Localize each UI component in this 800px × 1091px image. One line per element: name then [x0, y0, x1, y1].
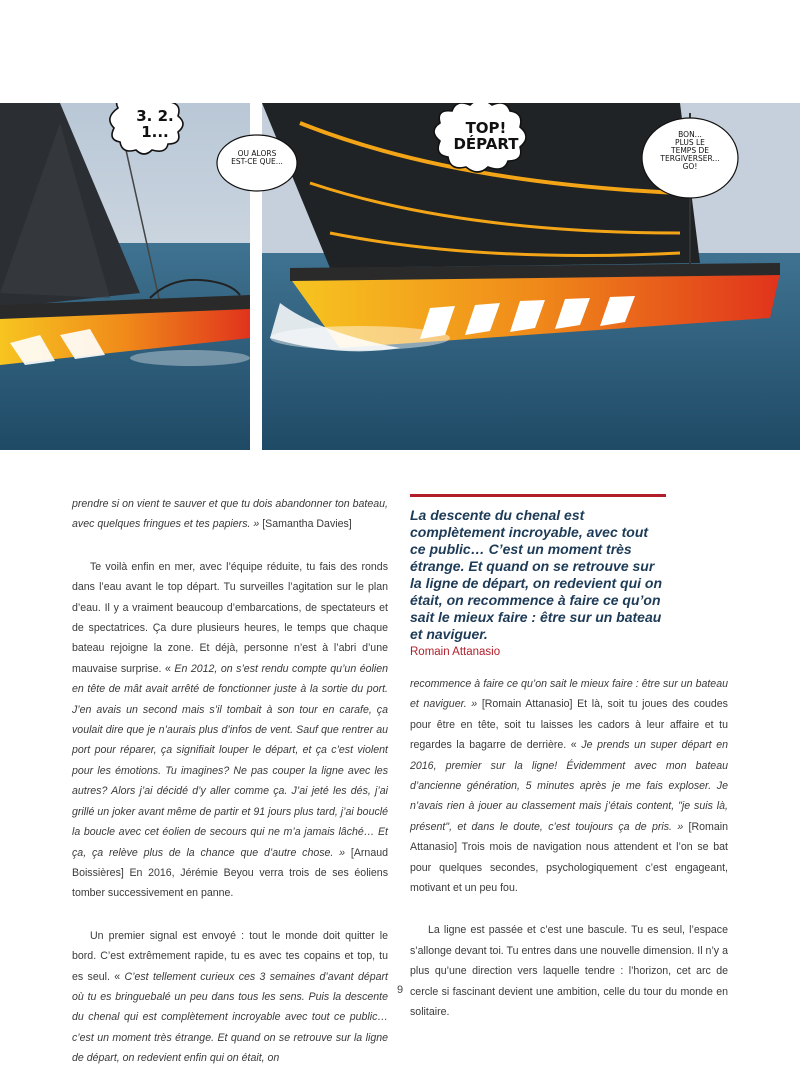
right-paragraph-2	[410, 920, 728, 1022]
text-run: recommence à faire ce qu’on sait le mieux faire : être sur un bateau et naviguer. »	[410, 678, 728, 711]
left-paragraph-3	[72, 926, 388, 1069]
page-number: 9	[396, 984, 404, 996]
text-run: [Romain Attanasio] Et là, soit tu joues des coudes pour être en tête, soit tu laisses les cadors à leur affaire et tu regardes la bagarre de derrière. «	[410, 698, 728, 752]
text-run: Un premier signal est envoyé : tout le monde doit quitter le bord. C’est extrêmement rapide, tu es avec tes copains et top, tu es seul. «	[72, 929, 388, 983]
left-paragraph-2	[72, 557, 388, 904]
text-run: [Romain Attanasio] Trois mois de navigation nous attendent et l’on se bat pour quelques secondes, psychologiquement c’est engageant, motivant et un peu fou.	[410, 820, 728, 895]
text-run: C’est tellement curieux ces 3 semaines d’avant départ où tu es bringuebalé un peu dans tous les sens. Puis la descente du chenal qui est complètement incroyable avec tout ce public… c’est un moment très étrange. Et quand on se retrouve sur la ligne de départ, on redevient enfin qui on était, on	[72, 970, 388, 1065]
text-run: Te voilà enfin en mer, avec l’équipe réduite, tu fais des ronds dans l’eau avant le top départ. Tu surveilles l’agitation sur le plan d’eau. Il y a vraiment beaucoup d’embarcations, de spectateurs et de spectatrices. Ça dure plusieurs heures, le temps que chaque bateau rejoigne la zone. Et déjà, personne n’est à l’abri d’une mauvaise surprise. «	[72, 560, 388, 675]
text-run: prendre si on vient te sauver et que tu dois abandonner ton bateau, avec quelques fringues et tes papiers. »	[72, 498, 388, 531]
right-paragraph-1	[410, 674, 728, 898]
speech-bubble-question: OU ALORS EST-CE QUE...	[231, 149, 283, 166]
left-paragraph-1	[72, 494, 388, 535]
pull-quote	[410, 494, 666, 658]
text-run: [Samantha Davies]	[259, 518, 352, 531]
comic-illustration	[0, 103, 800, 450]
speech-bubble-countdown: 3. 2. 1...	[136, 107, 174, 141]
left-text-column	[72, 494, 388, 1091]
text-run: [Arnaud Boissières] En 2016, Jérémie Beyou verra trois de ses éoliens tomber successivement en panne.	[72, 846, 388, 900]
pull-quote-rule	[410, 494, 666, 497]
speech-bubble-go: BON... PLUS LE TEMPS DE TERGIVERSER... GO!	[660, 130, 720, 171]
text-run: En 2012, on s’est rendu compte qu’un éolien en tête de mât avait arrêté de fonctionner juste à la sortie du port. J’en avais un second mais s’il tombait à son tour en carafe, ça voulait dire que je n’aurais plus d’infos de vent. Sauf que rentrer au port pour réparer, ça signifiait louper le départ, et ça c’est violent pour les émotions. Tu imagines? Ne pas couper la ligne avec les autres? Alors j’ai décidé d’y aller comme ça. J’ai jeté les dés, j’ai grillé un joker avant même de partir et 91 jours plus tard, j’ai bouclé la boucle avec cet éolien de secours qui ne m’a jamais lâché… Et ça, ça relève plus de la chance que d’autre chose. »	[72, 662, 388, 859]
pull-quote-author: Romain Attanasio	[410, 646, 501, 658]
text-run: Je prends un super départ en 2016, premier sur la ligne! Évidemment avec mon bateau d’ancienne génération, 5 minutes après je me fais exploser. Je n’avais rien à jouer au classement mais j’étais content, "je suis là, présent", et dans le doute, c’est toujours ça de pris. »	[410, 739, 729, 833]
comic-panel-1	[0, 103, 250, 450]
speech-bubble-start: TOP! DÉPART	[453, 119, 519, 153]
pull-quote-text: La descente du chenal est complètement incroyable, avec tout ce public… C’est un moment très étrange. Et quand on se retrouve sur la ligne de départ, on redevient qui on était, on recommence à faire ce qu’on sait le mieux faire : être sur un bateau et naviguer.	[410, 507, 663, 642]
text-run: La ligne est passée et c’est une bascule. Tu es seul, l’espace s’allonge devant toi. Tu entres dans une nouvelle dimension. Il n’y a plus qu’une direction vers laquelle tendre : l’horizon, cet arc de cercle si fascinant devient une ambition, celle du tour du monde en solitaire.	[410, 924, 728, 1019]
